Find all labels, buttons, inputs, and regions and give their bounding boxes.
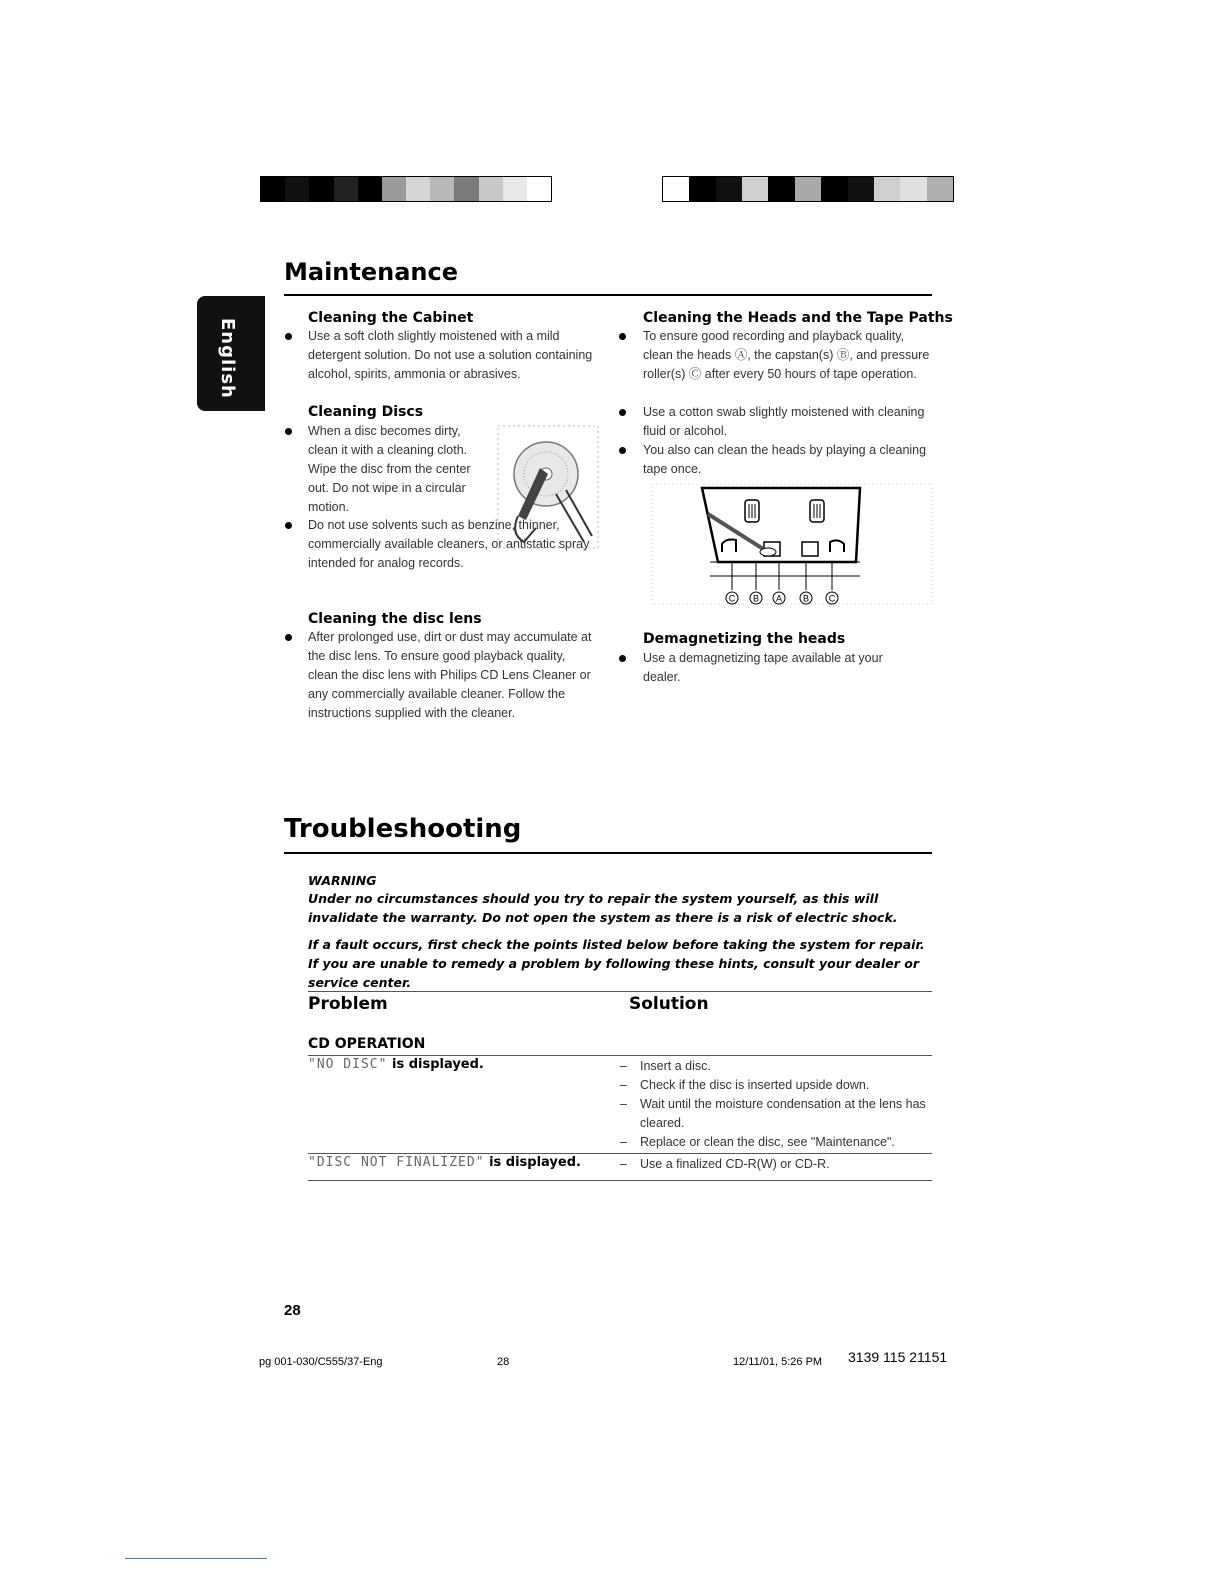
lens-heading: Cleaning the disc lens: [308, 611, 482, 627]
bullet-icon: [619, 409, 626, 416]
solution-text: Replace or clean the disc, see "Maintenance".: [640, 1135, 895, 1149]
heads-text-1: To ensure good recording and playback quality, clean the heads Ⓐ, the capstan(s) Ⓑ, and pressure roller(s) Ⓒ after every 50 hours of tape operation.: [643, 329, 930, 381]
solution-text: Wait until the moisture condensation at the lens has cleared.: [640, 1097, 926, 1130]
diagram-label-b2: [800, 592, 812, 604]
diagram-label-b: [750, 592, 762, 604]
solution-item: – Replace or clean the disc, see "Maintenance".: [620, 1133, 940, 1152]
warning-text: Under no circumstances should you try to repair the system yourself, as this will invalidate the warranty. Do not open the system as there is a risk of electric shock.: [308, 891, 898, 925]
footer-code: 3139 115 21151: [848, 1349, 948, 1365]
solution-row-1: [620, 1057, 940, 1152]
registration-swatch: [663, 177, 689, 201]
lens-text: After prolonged use, dirt or dust may accumulate at the disc lens. To ensure good playback quality, clean the disc lens with Philips CD Lens Cleaner or any commercially available cleaner. Follow the instructions supplied with the cleaner.: [308, 630, 592, 720]
fault-text: If a fault occurs, first check the points listed below before taking the system for repair. If you are unable to remedy a problem by following these hints, consult your dealer or service center.: [308, 937, 925, 990]
lcd-message: "NO DISC": [308, 1057, 388, 1072]
demag-heading: Demagnetizing the heads: [643, 631, 846, 647]
heads-text-2: Use a cotton swab slightly moistened with cleaning fluid or alcohol.: [643, 405, 925, 438]
registration-swatch: [406, 177, 430, 201]
discs-text-1: When a disc becomes dirty, clean it with a cleaning cloth. Wipe the disc from the center out. Do not wipe in a circular motion.: [308, 424, 471, 514]
registration-swatch: [795, 177, 821, 201]
registration-swatch: [900, 177, 926, 201]
registration-bar-right: [662, 176, 954, 202]
table-bottom-rule: [308, 1180, 932, 1181]
page-number: 28: [284, 1302, 301, 1319]
registration-swatch: [309, 177, 333, 201]
registration-swatch: [503, 177, 527, 201]
bullet-icon: [285, 333, 292, 340]
maintenance-rule: [284, 294, 932, 296]
footer-page: 28: [497, 1356, 510, 1368]
footer-file: pg 001-030/C555/37-Eng: [259, 1356, 383, 1368]
registration-swatch: [848, 177, 874, 201]
registration-swatch: [382, 177, 406, 201]
row-divider: [308, 1153, 932, 1154]
diagram-label-text: B: [802, 593, 810, 604]
troubleshooting-rule: [284, 852, 932, 854]
category-label: CD OPERATION: [308, 1036, 426, 1052]
registration-swatch: [261, 177, 285, 201]
registration-swatch: [285, 177, 309, 201]
bottom-link-rule: [125, 1558, 267, 1559]
diagram-label-c: [726, 592, 738, 604]
problem-suffix: is displayed.: [391, 1057, 484, 1072]
solution-text: Use a finalized CD-R(W) or CD-R.: [640, 1157, 830, 1171]
diagram-label-a: [773, 592, 785, 604]
solution-item: – Wait until the moisture condensation at the lens has cleared.: [620, 1095, 940, 1133]
solution-text: Check if the disc is inserted upside down.: [640, 1078, 870, 1092]
registration-swatch: [430, 177, 454, 201]
registration-swatch: [927, 177, 953, 201]
registration-swatch: [768, 177, 794, 201]
registration-swatch: [479, 177, 503, 201]
cabinet-heading: Cleaning the Cabinet: [308, 310, 474, 326]
solution-item: – Insert a disc.: [620, 1057, 940, 1076]
solution-item: – Check if the disc is inserted upside down.: [620, 1076, 940, 1095]
demag-text: Use a demagnetizing tape available at your dealer.: [643, 651, 883, 684]
registration-swatch: [874, 177, 900, 201]
troubleshooting-title: Troubleshooting: [284, 814, 522, 844]
problem-row-2: [308, 1155, 581, 1170]
solution-item: – Use a finalized CD-R(W) or CD-R.: [620, 1155, 940, 1174]
problem-column-header: Problem: [308, 994, 388, 1014]
lcd-message: "DISC NOT FINALIZED": [308, 1155, 485, 1170]
bullet-icon: [619, 447, 626, 454]
footer-date: 12/11/01, 5:26 PM: [733, 1356, 823, 1368]
discs-heading: Cleaning Discs: [308, 404, 424, 420]
bullet-icon: [619, 333, 626, 340]
discs-text-2: Do not use solvents such as benzine, thinner, commercially available cleaners, or antistatic spray intended for analog records.: [308, 518, 590, 570]
language-tab-label: English: [217, 318, 238, 399]
language-tab: [197, 296, 265, 411]
category-rule: [308, 1055, 932, 1056]
solution-text: Insert a disc.: [640, 1059, 711, 1073]
tape-head-diagram: [650, 482, 935, 608]
disc-cleaning-illustration: [496, 424, 606, 554]
table-top-rule: [308, 991, 932, 992]
cabinet-text: Use a soft cloth slightly moistened with a mild detergent solution. Do not use a solution containing alcohol, spirits, ammonia or abrasives.: [308, 329, 593, 381]
registration-swatch: [689, 177, 715, 201]
registration-swatch: [527, 177, 551, 201]
problem-row-1: [308, 1057, 484, 1072]
diagram-label-text: A: [775, 593, 783, 604]
registration-swatch: [454, 177, 478, 201]
registration-swatch: [821, 177, 847, 201]
bullet-icon: [619, 655, 626, 662]
bullet-icon: [285, 428, 292, 435]
registration-bar-left: [260, 176, 552, 202]
registration-swatch: [358, 177, 382, 201]
diagram-label-text: B: [752, 593, 760, 604]
diagram-label-text: C: [728, 593, 736, 604]
warning-label: WARNING: [308, 873, 377, 888]
problem-suffix: is displayed.: [489, 1155, 581, 1170]
bullet-icon: [285, 634, 292, 641]
registration-swatch: [742, 177, 768, 201]
registration-swatch: [716, 177, 742, 201]
diagram-label-text: C: [828, 593, 836, 604]
diagram-label-c2: [826, 592, 838, 604]
solution-column-header: Solution: [629, 994, 709, 1014]
bullet-icon: [285, 522, 292, 529]
solution-row-2: [620, 1155, 940, 1174]
maintenance-title: Maintenance: [284, 258, 459, 286]
heads-heading: Cleaning the Heads and the Tape Paths: [643, 310, 953, 326]
heads-text-3: You also can clean the heads by playing a cleaning tape once.: [643, 443, 927, 476]
registration-swatch: [334, 177, 358, 201]
